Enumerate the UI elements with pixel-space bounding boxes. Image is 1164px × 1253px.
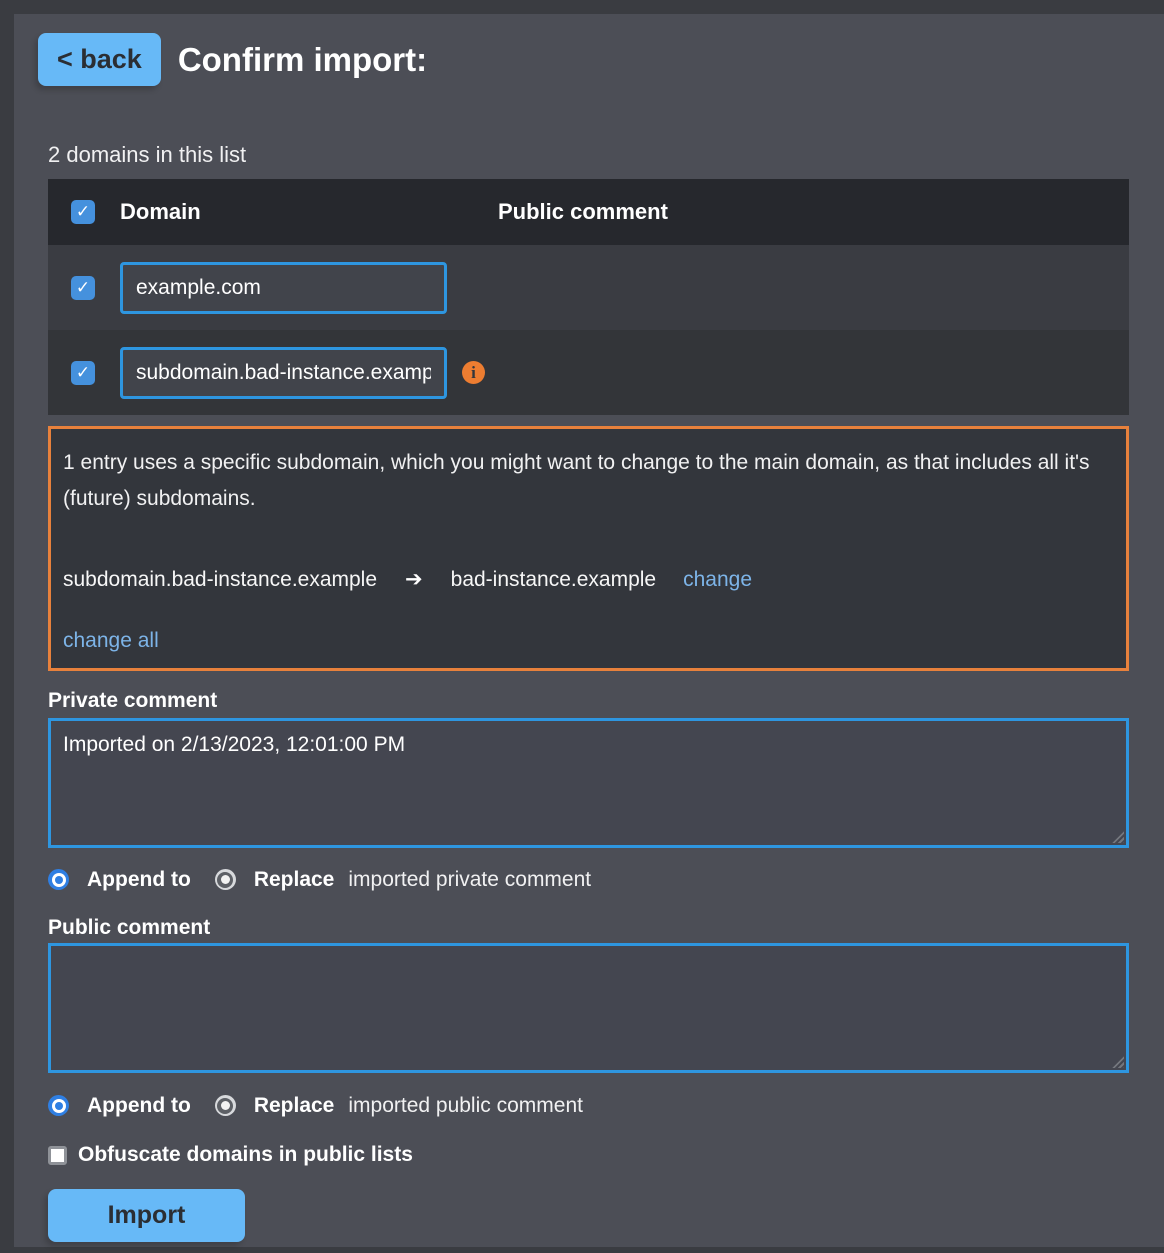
append-private-label: Append to: [87, 868, 191, 891]
select-all-checkbox[interactable]: [71, 200, 95, 224]
domain-input[interactable]: [120, 262, 447, 314]
replace-private-radio[interactable]: [215, 869, 236, 890]
public-comment-mode-group: [48, 1093, 1129, 1118]
append-public-radio[interactable]: [48, 1095, 69, 1116]
page-header: [38, 33, 1129, 86]
public-comment-label: Public comment: [48, 916, 211, 939]
table-row: [48, 245, 1129, 330]
private-comment-label: Private comment: [48, 689, 218, 712]
arrow-right-icon: ➔: [405, 568, 423, 591]
import-button[interactable]: Import: [48, 1189, 245, 1242]
row-checkbox[interactable]: [71, 276, 95, 300]
subdomain-warning-box: [48, 426, 1129, 671]
private-comment-textarea[interactable]: [48, 718, 1129, 848]
domain-input[interactable]: [120, 347, 447, 399]
domain-table: [48, 179, 1129, 415]
check-icon: ✓: [75, 277, 91, 297]
public-comment-textarea[interactable]: [48, 943, 1129, 1073]
row-checkbox[interactable]: [71, 361, 95, 385]
domain-count-text: 2 domains in this list: [48, 142, 247, 167]
append-private-radio[interactable]: [48, 869, 69, 890]
table-header-row: [48, 179, 1129, 245]
obfuscate-checkbox[interactable]: [48, 1146, 67, 1165]
table-row: [48, 330, 1129, 415]
mapping-from-domain: subdomain.bad-instance.example: [63, 568, 378, 591]
obfuscate-row: [48, 1143, 1129, 1167]
confirm-import-panel: [14, 14, 1164, 1247]
change-all-link[interactable]: change all: [63, 629, 159, 652]
change-link[interactable]: change: [683, 568, 753, 591]
back-button[interactable]: < back: [38, 33, 161, 86]
info-circle-icon[interactable]: i: [462, 361, 485, 384]
replace-public-label: Replace: [253, 1094, 335, 1117]
mapping-to-domain: bad-instance.example: [450, 568, 657, 591]
page-title: Confirm import:: [177, 40, 428, 78]
obfuscate-label: Obfuscate domains in public lists: [78, 1143, 413, 1166]
column-header-domain: Domain: [120, 199, 201, 224]
check-icon: ✓: [75, 202, 91, 221]
append-public-label: Append to: [87, 1094, 191, 1117]
replace-private-label: Replace: [253, 868, 335, 891]
column-header-public-comment: Public comment: [498, 199, 668, 224]
check-icon: ✓: [75, 362, 91, 382]
subdomain-warning-message: 1 entry uses a specific subdomain, which you might want to change to the main domain, as that includes all it's (future) subdomains.: [63, 451, 1090, 510]
public-mode-suffix: imported public comment: [348, 1094, 583, 1117]
private-comment-mode-group: [48, 867, 1129, 892]
replace-public-radio[interactable]: [215, 1095, 236, 1116]
private-mode-suffix: imported private comment: [348, 868, 592, 891]
subdomain-mapping-row: [63, 567, 1114, 592]
